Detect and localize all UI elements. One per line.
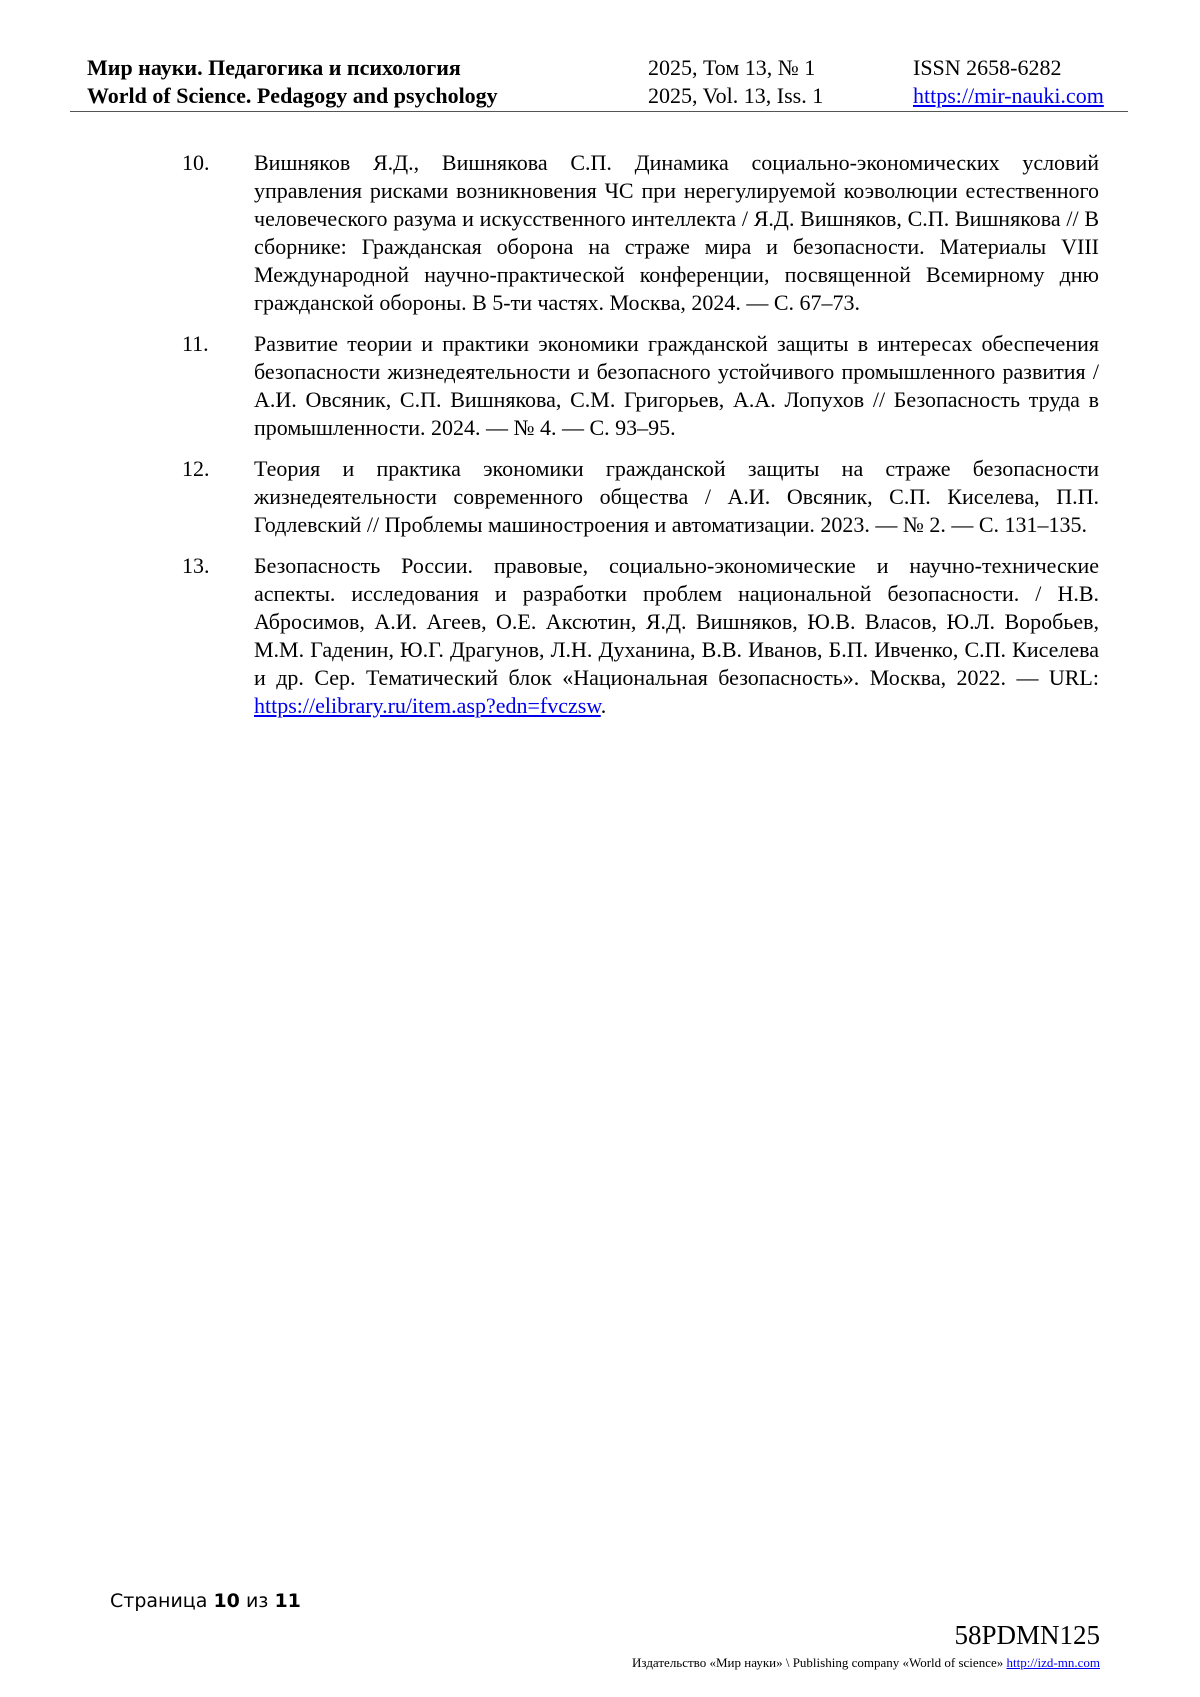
reference-item	[182, 330, 1099, 442]
issue-column	[648, 54, 823, 110]
page-current: 10	[213, 1590, 240, 1612]
journal-title-column	[87, 54, 498, 110]
reference-text: Теория и практика экономики гражданской защиты на страже безопасности жизнедеятельности современного общества / А.И. Овсяник, С.П. Киселева, П.П. Годлевский // Проблемы машиностроения и автоматизации. 2023. — № 2. — С. 131–135.	[254, 456, 1099, 537]
page-total: 11	[274, 1590, 301, 1612]
header-divider	[70, 111, 1128, 112]
issn-column	[913, 54, 1104, 110]
reference-number: 13.	[182, 553, 210, 578]
journal-title-ru: Мир науки. Педагогика и психология	[87, 55, 461, 80]
journal-url-link[interactable]: https://mir-nauki.com	[913, 83, 1104, 108]
reference-item	[182, 149, 1099, 317]
elibrary-link[interactable]: https://elibrary.ru/item.asp?edn=fvczsw	[254, 693, 601, 718]
reference-end-punct: .	[600, 693, 607, 718]
reference-text: Вишняков Я.Д., Вишнякова С.П. Динамика социально-экономических условий управления рисками возникновения ЧС при нерегулируемой коэволюции естественного человеческого разума и искусственного интеллекта / Я.Д. Вишняков, С.П. Вишнякова // В сборнике: Гражданская оборона на страже мира и безопасности. Материалы VIII Международной научно-практической конференции, посвященной Всемирному дню гражданской обороны. В 5-ти частях. Москва, 2024. — С. 67–73.	[254, 150, 1099, 315]
reference-number: 11.	[182, 331, 209, 356]
issue-ru: 2025, Том 13, № 1	[648, 55, 816, 80]
reference-text: Развитие теории и практики экономики гражданской защиты в интересах обеспечения безопасности жизнедеятельности и безопасного устойчивого промышленного развития / А.И. Овсяник, С.П. Вишнякова, С.М. Григорьев, А.А. Лопухов // Безопасность труда в промышленности. 2024. — № 4. — С. 93–95.	[254, 331, 1099, 440]
page-of: из	[245, 1590, 269, 1612]
publisher-text: Издательство «Мир науки» \ Publishing company «World of science»	[632, 1655, 1007, 1670]
reference-text-block	[254, 552, 1099, 720]
reference-list	[182, 149, 1099, 733]
publisher-line	[632, 1655, 1100, 1671]
reference-item	[182, 455, 1099, 539]
reference-number: 10.	[182, 150, 210, 175]
page-number	[110, 1590, 301, 1612]
reference-item	[182, 552, 1099, 720]
reference-text: Безопасность России. правовые, социально-экономические и научно-технические аспекты. исследования и разработки проблем национальной безопасности. / Н.В. Абросимов, А.И. Агеев, О.Е. Аксютин, Я.Д. Вишняков, Ю.В. Власов, Ю.Л. Воробьев, М.М. Гаденин, Ю.Г. Драгунов, Л.Н. Духанина, В.В. Иванов, Б.П. Ивченко, С.П. Киселева и др. Сер. Тематический блок «Национальная безопасность». Москва, 2022. — URL:	[254, 553, 1099, 690]
publisher-link[interactable]: http://izd-mn.com	[1006, 1655, 1100, 1670]
reference-number: 12.	[182, 456, 210, 481]
page-label: Страница	[110, 1590, 208, 1612]
issue-en: 2025, Vol. 13, Iss. 1	[648, 83, 824, 108]
issn: ISSN 2658-6282	[913, 55, 1062, 80]
journal-title-en: World of Science. Pedagogy and psychology	[87, 83, 498, 108]
article-code: 58PDMN125	[954, 1620, 1100, 1650]
